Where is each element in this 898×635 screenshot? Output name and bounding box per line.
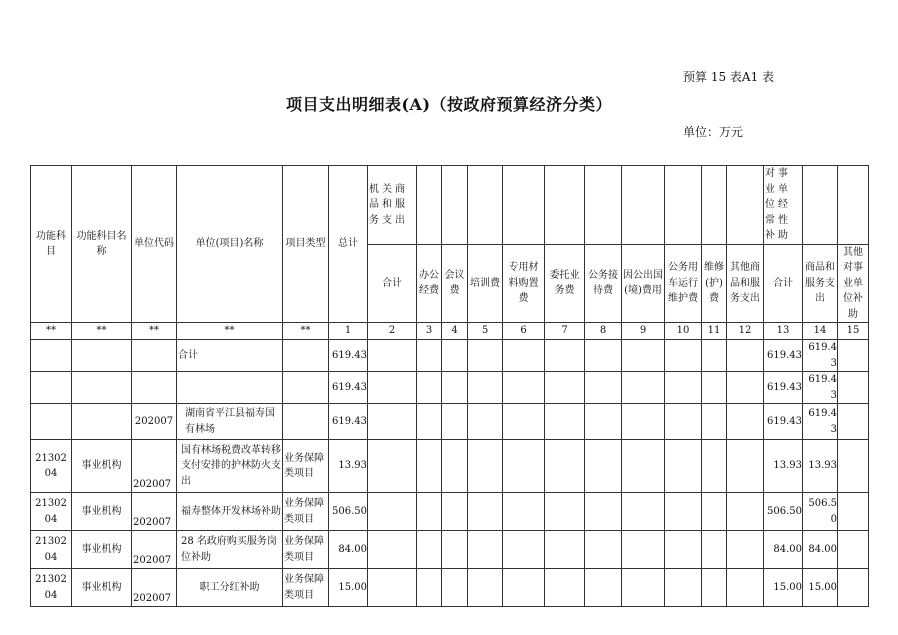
cell-empty <box>417 404 442 440</box>
header-other-subsidy: 其他对事业单位补助 <box>838 244 869 323</box>
cell-unit-code: 202007 <box>132 493 177 531</box>
cell-other-subsidy <box>838 569 869 607</box>
index-cell: 12 <box>727 323 764 340</box>
cell-g1-total <box>368 440 417 493</box>
index-cell: 15 <box>838 323 869 340</box>
cell-empty <box>468 569 503 607</box>
cell-other-subsidy <box>838 340 869 372</box>
cell-unit-name: 湖南省平江县福寿国有林场 <box>177 404 283 440</box>
cell-g1-total <box>368 340 417 372</box>
cell-empty <box>702 440 727 493</box>
cell-project-type: 业务保障类项目 <box>283 569 329 607</box>
index-cell: 3 <box>417 323 442 340</box>
cell-empty <box>545 440 585 493</box>
cell-empty <box>702 493 727 531</box>
cell-total: 619.43 <box>329 340 368 372</box>
cell-g1-total <box>368 569 417 607</box>
cell-project-type: 业务保障类项目 <box>283 440 329 493</box>
header-goods-services: 商品和服务支出 <box>803 244 838 323</box>
header-vehicle: 公务用车运行维护费 <box>665 244 702 323</box>
index-cell: 11 <box>702 323 727 340</box>
cell-empty <box>727 372 764 404</box>
cell-func-name: 事业机构 <box>72 493 132 531</box>
cell-empty <box>442 404 468 440</box>
page-title: 项目支出明细表(A)（按政府预算经济分类） <box>285 95 613 114</box>
header-empty-cell <box>545 166 585 245</box>
cell-empty <box>417 440 442 493</box>
cell-empty <box>468 493 503 531</box>
cell-empty <box>545 493 585 531</box>
index-cell: ** <box>72 323 132 340</box>
cell-empty <box>727 404 764 440</box>
cell-empty <box>545 372 585 404</box>
cell-empty <box>468 372 503 404</box>
header-empty-cell <box>622 166 665 245</box>
header-row-1 <box>31 166 869 245</box>
cell-g1-total <box>368 531 417 569</box>
index-cell: ** <box>132 323 177 340</box>
index-cell: 10 <box>665 323 702 340</box>
cell-g2-total: 15.00 <box>764 569 803 607</box>
cell-empty <box>468 340 503 372</box>
cell-empty <box>665 493 702 531</box>
cell-other-subsidy <box>838 404 869 440</box>
header-total: 总计 <box>329 166 368 323</box>
header-empty-cell <box>803 166 838 245</box>
cell-func-name: 事业机构 <box>72 531 132 569</box>
cell-unit-name <box>177 372 283 404</box>
table-row <box>31 531 869 569</box>
cell-empty <box>442 531 468 569</box>
cell-empty <box>503 340 545 372</box>
table-row <box>31 404 869 440</box>
cell-empty <box>702 569 727 607</box>
cell-empty <box>585 493 622 531</box>
cell-unit-name: 合计 <box>177 340 283 372</box>
header-unit-code: 单位代码 <box>132 166 177 323</box>
header-repair: 维修(护)费 <box>702 244 727 323</box>
cell-goods-services: 506.50 <box>803 493 838 531</box>
header-empty-cell <box>503 166 545 245</box>
cell-empty <box>503 440 545 493</box>
cell-project-type: 业务保障类项目 <box>283 493 329 531</box>
cell-goods-services: 619.43 <box>803 372 838 404</box>
cell-unit-code <box>132 372 177 404</box>
header-empty-cell <box>702 166 727 245</box>
cell-empty <box>585 440 622 493</box>
cell-total: 15.00 <box>329 569 368 607</box>
cell-empty <box>727 440 764 493</box>
cell-func-code: 2130204 <box>31 440 72 493</box>
cell-empty <box>442 493 468 531</box>
cell-empty <box>468 531 503 569</box>
cell-total: 619.43 <box>329 372 368 404</box>
header-training: 培训费 <box>468 244 503 323</box>
index-cell: 14 <box>803 323 838 340</box>
cell-empty <box>545 569 585 607</box>
index-cell: 7 <box>545 323 585 340</box>
cell-unit-name: 福寿整体开发林场补助 <box>177 493 283 531</box>
cell-empty <box>622 440 665 493</box>
cell-unit-code: 202007 <box>132 440 177 493</box>
header-other-goods: 其他商品和服务支出 <box>727 244 764 323</box>
cell-empty <box>702 372 727 404</box>
header-empty-cell <box>838 166 869 245</box>
cell-other-subsidy <box>838 372 869 404</box>
cell-empty <box>545 531 585 569</box>
cell-empty <box>665 340 702 372</box>
cell-empty <box>665 440 702 493</box>
cell-unit-code <box>132 340 177 372</box>
cell-empty <box>468 440 503 493</box>
header-group-goods-services: 机关商品和服务支出 <box>368 166 417 245</box>
cell-unit-name: 职工分红补助 <box>177 569 283 607</box>
header-commission: 委托业务费 <box>545 244 585 323</box>
index-cell: 9 <box>622 323 665 340</box>
header-empty-cell <box>468 166 503 245</box>
header-g2-total: 合计 <box>764 244 803 323</box>
cell-empty <box>727 531 764 569</box>
cell-unit-name: 28 名政府购买服务岗位补助 <box>177 531 283 569</box>
table-row <box>31 493 869 531</box>
cell-empty <box>702 340 727 372</box>
cell-func-name: 事业机构 <box>72 569 132 607</box>
cell-empty <box>442 569 468 607</box>
cell-other-subsidy <box>838 493 869 531</box>
cell-empty <box>468 404 503 440</box>
cell-empty <box>665 404 702 440</box>
cell-empty <box>503 404 545 440</box>
cell-empty <box>417 493 442 531</box>
header-abroad: 因公出国(境)费用 <box>622 244 665 323</box>
cell-empty <box>622 531 665 569</box>
cell-empty <box>622 340 665 372</box>
cell-empty <box>503 493 545 531</box>
cell-empty <box>585 372 622 404</box>
cell-empty <box>503 531 545 569</box>
cell-empty <box>545 340 585 372</box>
header-empty-cell <box>727 166 764 245</box>
cell-g1-total <box>368 372 417 404</box>
header-reception: 公务接待费 <box>585 244 622 323</box>
cell-g2-total: 619.43 <box>764 340 803 372</box>
cell-project-type <box>283 340 329 372</box>
cell-goods-services: 84.00 <box>803 531 838 569</box>
cell-empty <box>503 569 545 607</box>
form-number: 预算 15 表A1 表 <box>683 70 775 84</box>
cell-empty <box>417 372 442 404</box>
index-cell: 6 <box>503 323 545 340</box>
cell-func-code <box>31 372 72 404</box>
cell-total: 84.00 <box>329 531 368 569</box>
cell-func-code <box>31 404 72 440</box>
header-group-institution-subsidy: 对事业单位经常性补助 <box>764 166 803 245</box>
cell-project-type <box>283 372 329 404</box>
cell-func-code: 2130204 <box>31 493 72 531</box>
table-row <box>31 372 869 404</box>
header-g1-total: 合计 <box>368 244 417 323</box>
cell-g1-total <box>368 404 417 440</box>
cell-func-code: 2130204 <box>31 531 72 569</box>
header-empty-cell <box>665 166 702 245</box>
cell-goods-services: 13.93 <box>803 440 838 493</box>
cell-g2-total: 619.43 <box>764 372 803 404</box>
header-meeting: 会议费 <box>442 244 468 323</box>
cell-total: 13.93 <box>329 440 368 493</box>
cell-goods-services: 619.43 <box>803 404 838 440</box>
index-cell: 8 <box>585 323 622 340</box>
cell-other-subsidy <box>838 440 869 493</box>
cell-empty <box>442 440 468 493</box>
header-empty-cell <box>417 166 442 245</box>
cell-func-code: 2130204 <box>31 569 72 607</box>
cell-func-name <box>72 404 132 440</box>
cell-empty <box>442 340 468 372</box>
index-cell: 4 <box>442 323 468 340</box>
header-unit-name: 单位(项目)名称 <box>177 166 283 323</box>
cell-empty <box>665 569 702 607</box>
cell-goods-services: 619.43 <box>803 340 838 372</box>
cell-empty <box>417 569 442 607</box>
cell-func-name <box>72 372 132 404</box>
index-cell: 1 <box>329 323 368 340</box>
cell-total: 619.43 <box>329 404 368 440</box>
cell-empty <box>545 404 585 440</box>
index-row <box>31 323 869 340</box>
cell-total: 506.50 <box>329 493 368 531</box>
cell-empty <box>702 404 727 440</box>
cell-project-type: 业务保障类项目 <box>283 531 329 569</box>
cell-g2-total: 506.50 <box>764 493 803 531</box>
budget-table <box>30 165 869 607</box>
cell-empty <box>417 531 442 569</box>
index-cell: 2 <box>368 323 417 340</box>
cell-empty <box>727 340 764 372</box>
header-empty-cell <box>585 166 622 245</box>
index-cell: 13 <box>764 323 803 340</box>
header-project-type: 项目类型 <box>283 166 329 323</box>
cell-unit-code: 202007 <box>132 404 177 440</box>
index-cell: 5 <box>468 323 503 340</box>
cell-g2-total: 13.93 <box>764 440 803 493</box>
cell-empty <box>727 569 764 607</box>
index-cell: ** <box>31 323 72 340</box>
cell-other-subsidy <box>838 531 869 569</box>
cell-unit-code: 202007 <box>132 531 177 569</box>
cell-empty <box>622 404 665 440</box>
header-office: 办公经费 <box>417 244 442 323</box>
cell-empty <box>665 531 702 569</box>
cell-func-code <box>31 340 72 372</box>
table-row <box>31 440 869 493</box>
cell-g2-total: 619.43 <box>764 404 803 440</box>
cell-empty <box>622 569 665 607</box>
cell-empty <box>585 404 622 440</box>
table-row <box>31 340 869 372</box>
cell-unit-code: 202007 <box>132 569 177 607</box>
cell-empty <box>585 569 622 607</box>
cell-empty <box>417 340 442 372</box>
cell-g2-total: 84.00 <box>764 531 803 569</box>
cell-func-name <box>72 340 132 372</box>
cell-empty <box>622 372 665 404</box>
cell-unit-name: 国有林场税费改革转移支付安排的护林防火支出 <box>177 440 283 493</box>
cell-func-name: 事业机构 <box>72 440 132 493</box>
cell-empty <box>442 372 468 404</box>
cell-empty <box>727 493 764 531</box>
cell-empty <box>585 340 622 372</box>
header-func-code: 功能科目 <box>31 166 72 323</box>
unit-label: 单位：万元 <box>683 125 744 139</box>
table-row <box>31 569 869 607</box>
index-cell: ** <box>283 323 329 340</box>
cell-empty <box>622 493 665 531</box>
cell-empty <box>702 531 727 569</box>
cell-empty <box>585 531 622 569</box>
cell-g1-total <box>368 493 417 531</box>
cell-project-type <box>283 404 329 440</box>
header-materials: 专用材料购置费 <box>503 244 545 323</box>
header-empty-cell <box>442 166 468 245</box>
cell-goods-services: 15.00 <box>803 569 838 607</box>
index-cell: ** <box>177 323 283 340</box>
header-func-name: 功能科目名称 <box>72 166 132 323</box>
cell-empty <box>665 372 702 404</box>
cell-empty <box>503 372 545 404</box>
